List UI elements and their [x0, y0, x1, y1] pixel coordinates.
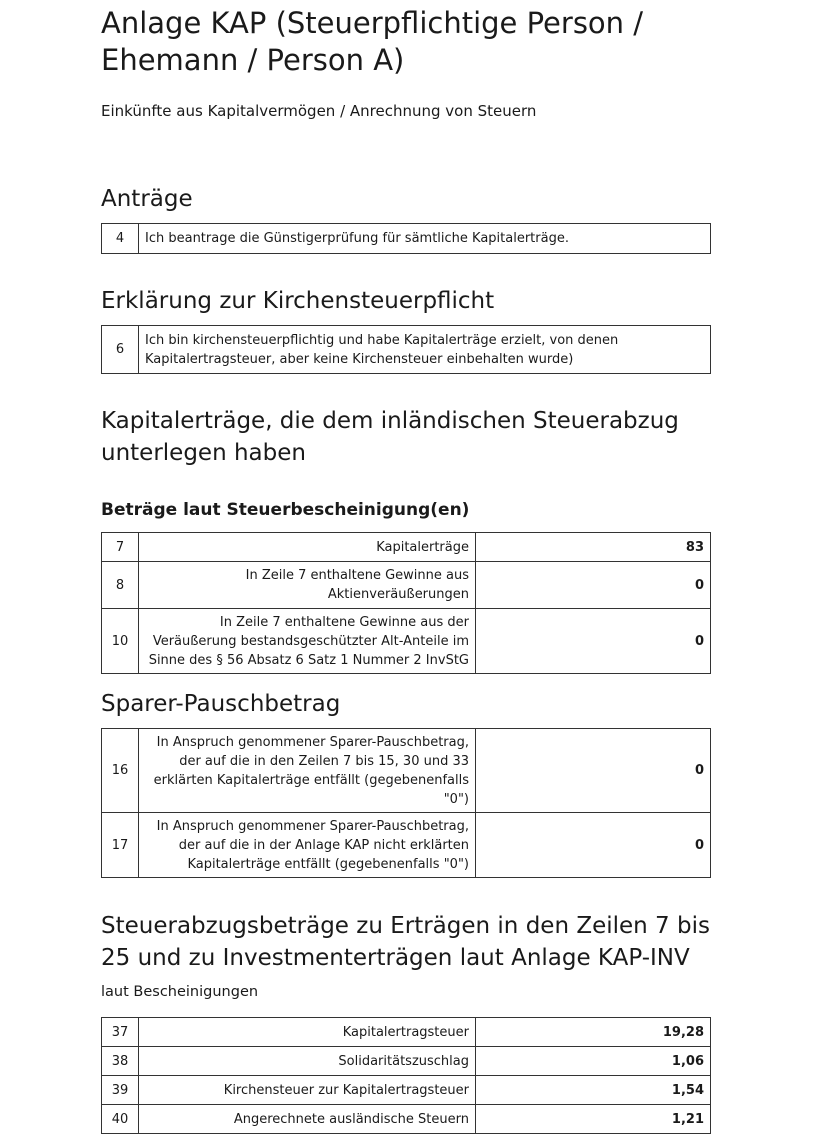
row-value: 0: [476, 609, 711, 674]
table-row: [102, 1018, 711, 1047]
row-label: Solidaritätszuschlag: [139, 1047, 476, 1076]
row-label: In Zeile 7 enthaltene Gewinne aus Aktienveräußerungen: [139, 562, 476, 609]
table-row: [102, 1047, 711, 1076]
page-title: Anlage KAP (Steuerpflichtige Person / Ehemann / Person A): [101, 6, 644, 77]
page-subtitle: Einkünfte aus Kapitalvermögen / Anrechnung von Steuern: [101, 102, 537, 120]
subsection-heading-steuerbescheinigung: Beträge laut Steuerbescheinigung(en): [101, 500, 470, 520]
row-number: 38: [102, 1047, 139, 1076]
row-value: 1,06: [476, 1047, 711, 1076]
row-label: Ich bin kirchensteuerpflichtig und habe Kapitalerträge erzielt, von denen Kapitalertragsteuer, aber keine Kirchensteuer einbehalten wurde): [139, 326, 711, 374]
row-number: 16: [102, 729, 139, 813]
row-label: In Anspruch genommener Sparer-Pauschbetrag, der auf die in den Zeilen 7 bis 15, 30 und 33 erklärten Kapitalerträge entfällt (gegebenenfalls "0"): [139, 729, 476, 813]
table-row: [102, 813, 711, 878]
row-number: 6: [102, 326, 139, 374]
row-label: In Zeile 7 enthaltene Gewinne aus der Veräußerung bestandsgeschützter Alt-Anteile im Sinne des § 56 Absatz 6 Satz 1 Nummer 2 InvStG: [139, 609, 476, 674]
table-row: [102, 562, 711, 609]
row-number: 10: [102, 609, 139, 674]
row-number: 17: [102, 813, 139, 878]
row-label: Ich beantrage die Günstigerprüfung für sämtliche Kapitalerträge.: [139, 224, 711, 254]
row-label: Kapitalerträge: [139, 533, 476, 562]
table-row: [102, 1105, 711, 1134]
row-number: 37: [102, 1018, 139, 1047]
table-row: [102, 326, 711, 374]
row-number: 40: [102, 1105, 139, 1134]
kirchensteuer-table: [101, 325, 711, 374]
row-value: 19,28: [476, 1018, 711, 1047]
row-label: Angerechnete ausländische Steuern: [139, 1105, 476, 1134]
row-label: Kirchensteuer zur Kapitalertragsteuer: [139, 1076, 476, 1105]
sparer-table: [101, 728, 711, 878]
steuerabzug-table: [101, 1017, 711, 1134]
steuerabzug-note: laut Bescheinigungen: [101, 984, 259, 1000]
row-number: 39: [102, 1076, 139, 1105]
row-value: 1,21: [476, 1105, 711, 1134]
table-row: [102, 609, 711, 674]
section-heading-antraege: Anträge: [101, 186, 193, 212]
section-heading-kirchensteuer: Erklärung zur Kirchensteuerpflicht: [101, 288, 495, 314]
row-number: 8: [102, 562, 139, 609]
row-value: 0: [476, 813, 711, 878]
table-row: [102, 224, 711, 254]
inland-table: [101, 532, 711, 674]
section-heading-steuerabzug: Steuerabzugsbeträge zu Erträgen in den Zeilen 7 bis 25 und zu Investmenterträgen laut Anlage KAP-INV: [101, 913, 710, 971]
row-number: 4: [102, 224, 139, 254]
section-heading-inland: Kapitalerträge, die dem inländischen Steuerabzug unterlegen haben: [101, 408, 679, 466]
row-value: 83: [476, 533, 711, 562]
row-label: Kapitalertragsteuer: [139, 1018, 476, 1047]
row-number: 7: [102, 533, 139, 562]
row-value: 1,54: [476, 1076, 711, 1105]
antraege-table: [101, 223, 711, 254]
row-value: 0: [476, 562, 711, 609]
row-label: In Anspruch genommener Sparer-Pauschbetrag, der auf die in der Anlage KAP nicht erklärten Kapitalerträge entfällt (gegebenenfalls "0"): [139, 813, 476, 878]
table-row: [102, 1076, 711, 1105]
row-value: 0: [476, 729, 711, 813]
table-row: [102, 729, 711, 813]
table-row: [102, 533, 711, 562]
section-heading-sparer: Sparer-Pauschbetrag: [101, 691, 341, 717]
